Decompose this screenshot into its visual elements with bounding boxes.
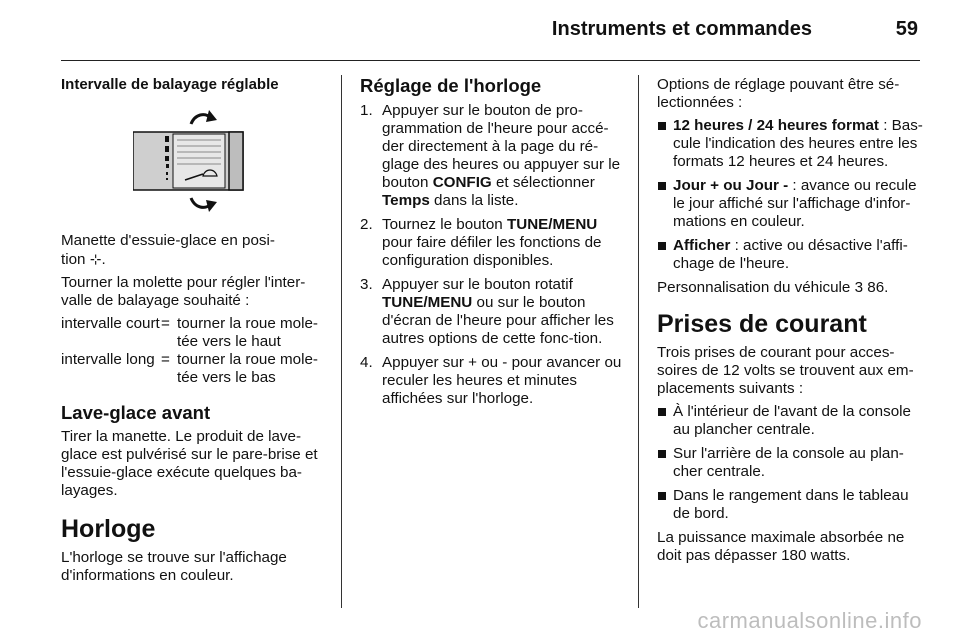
list-item (657, 177, 923, 231)
step-bold: CONFIG (432, 174, 492, 191)
equals-sign: = (161, 351, 170, 368)
step-bold: TUNE/MENU (382, 294, 473, 311)
step-number: 1. (360, 102, 373, 119)
options-list (657, 117, 923, 273)
interval-label: intervalle long (61, 351, 155, 368)
step-text: et sélectionner (491, 174, 595, 191)
list-item (360, 354, 626, 408)
reglage-heading: Réglage de l'horloge (360, 75, 542, 96)
option-bold: Jour + ou Jour - (673, 177, 789, 194)
prises-heading: Prises de courant (657, 310, 867, 338)
steps-list (360, 102, 626, 408)
step-text: Appuyer sur + ou - pour avancer ou reculer les heures et minutes affichées sur l'horloge. (382, 354, 622, 407)
perso-label: Personnalisation du véhicule (657, 279, 851, 296)
step-text: Appuyer sur le bouton de pro-grammation de l'heure pour accé-der directement à la page du ré-glage des heures ou appuyer sur le bouton (382, 102, 621, 191)
stalk-position-text (61, 232, 329, 269)
section-title: Instruments et commandes (551, 18, 812, 40)
table-row (61, 351, 329, 387)
wiper-stalk-image (133, 106, 253, 216)
interval-desc: tourner la roue mole-tée vers le bas (177, 351, 318, 386)
bullet-icon (658, 450, 666, 458)
wiper-interval-icon: ⊹ (89, 251, 102, 267)
page-number: 59 (895, 18, 918, 40)
list-item (360, 216, 626, 270)
list-item (657, 487, 923, 523)
bullet-icon (658, 122, 666, 130)
header-divider (61, 60, 920, 61)
option-text: : Bas-cule l'indication des heures entre les formats 12 heures et 24 heures. (673, 117, 923, 170)
list-item (657, 117, 923, 171)
turn-wheel-text: Tourner la molette pour régler l'inter-valle de balayage souhaité : (61, 274, 306, 309)
step-text: dans la liste. (429, 192, 519, 209)
column-divider-1 (341, 75, 342, 608)
options-intro: Options de réglage pouvant être sé-lectionnées : (657, 76, 900, 111)
step-text: Appuyer sur le bouton rotatif (382, 276, 573, 293)
personnalisation-text (657, 279, 923, 297)
prise-text: Sur l'arrière de la console au plan-cher centrale. (673, 445, 904, 480)
bullet-icon (658, 492, 666, 500)
equals-sign: = (161, 315, 170, 332)
step-text: Tournez le bouton (382, 216, 507, 233)
page-reference-link: 3 86. (854, 279, 889, 296)
horloge-text: L'horloge se trouve sur l'affichage d'informations en couleur. (61, 549, 287, 584)
step-number: 4. (360, 354, 373, 371)
option-bold: 12 heures / 24 heures format (673, 117, 879, 134)
lave-glace-text: Tirer la manette. Le produit de lave-glace est pulvérisé sur le pare-brise et l'essuie-glace exécute quelques ba-layages. (61, 428, 318, 499)
option-text: : active ou désactive l'affi-chage de l'heure. (673, 237, 908, 272)
step-number: 3. (360, 276, 373, 293)
stalk-text-line1: Manette d'essuie-glace en posi- (61, 232, 275, 249)
stalk-text-end: . (101, 251, 106, 268)
option-bold: Afficher (673, 237, 731, 254)
puissance-text: La puissance maximale absorbée ne doit pas dépasser 180 watts. (657, 529, 905, 564)
column-divider-2 (638, 75, 639, 608)
watermark: carmanualsonline.info (697, 608, 922, 633)
horloge-heading: Horloge (61, 515, 156, 543)
step-number: 2. (360, 216, 373, 233)
lave-glace-heading: Lave-glace avant (61, 402, 211, 423)
option-text: : avance ou recule le jour affiché sur l'affichage d'infor-mations en couleur. (673, 177, 917, 230)
wiper-stalk-illustration (133, 106, 253, 216)
column-1 (61, 76, 329, 590)
prise-text: À l'intérieur de l'avant de la console au plancher centrale. (673, 403, 911, 438)
prises-list (657, 403, 923, 523)
list-item (657, 403, 923, 439)
prises-text: Trois prises de courant pour acces-soires de 12 volts se trouvent aux em-placements suivants : (657, 344, 914, 397)
list-item (657, 445, 923, 481)
prise-text: Dans le rangement dans le tableau de bord. (673, 487, 909, 522)
bullet-icon (658, 408, 666, 416)
interval-desc: tourner la roue mole-tée vers le haut (177, 315, 318, 350)
column-3 (657, 76, 923, 570)
column-2 (360, 76, 626, 414)
list-item (657, 237, 923, 273)
step-bold: Temps (382, 192, 430, 209)
step-text: pour faire défiler les fonctions de configuration disponibles. (382, 234, 602, 269)
interval-table (61, 315, 329, 387)
bullet-icon (658, 182, 666, 190)
interval-heading: Intervalle de balayage réglable (61, 76, 279, 93)
step-text: ou sur le bouton d'écran de l'heure pour afficher les autres options de cette fonc-tion. (382, 294, 614, 347)
list-item (360, 102, 626, 210)
interval-label: intervalle court (61, 315, 160, 332)
list-item (360, 276, 626, 348)
table-row (61, 315, 329, 351)
bullet-icon (658, 242, 666, 250)
stalk-text-line2: tion (61, 251, 86, 268)
step-bold: TUNE/MENU (506, 216, 598, 233)
